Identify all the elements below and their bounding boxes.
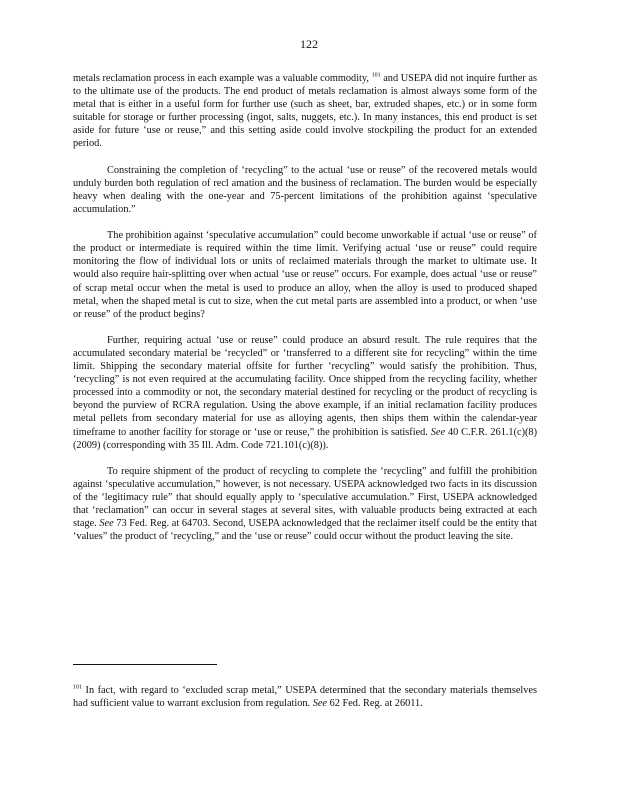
citation: 73 Fed. Reg. at 64703. Second, USEPA acknowledged that the reclaimer itself could be the entity that ‘values” the product of ‘recycling,” and the ‘use or reuse” could occur without the product leaving the site. xyxy=(73,518,537,543)
footnote-text: In fact, with regard to ‘excluded scrap metal,” USEPA determined that the secondary materials themselves had sufficient value to warrant exclusion from regulation. xyxy=(73,685,537,710)
paragraph-1 xyxy=(73,72,537,151)
paragraph-3 xyxy=(73,229,537,321)
paragraph-4-text: Further, requiring actual ‘use or reuse” could produce an absurd result. The rule requires that the accumulated secondary material be ‘recycled” or ‘transferred to a different site for recycling” within the time limit. Shipping the secondary material offsite for further ‘recycling” would satisfy the prohibition. Thus, ‘recycling” is not even required at the accumulating facility. Once shipped from the recycling facility, whether processed into a commodity or not, the secondary material destined for recycling or the product of recycling is beyond the purview of RCRA regulation. Using the above example, if an initial reclamation facility produces metal pellets from secondary material for use as alloying agents, then ships them within the calendar-year timeframe to another facility for storage or ‘use or reuse,” the prohibition is satisfied. xyxy=(73,334,537,438)
footnote-reference: 101 xyxy=(371,72,381,79)
paragraph-5-text: To require shipment of the product of recycling to complete the ‘recycling” and fulfill the prohibition against ‘speculative accumulation,” however, is not necessary. USEPA acknowledged two facts in its discussion of the ‘legitimacy rule” that should equally apply to ‘speculative accumulation.” First, USEPA acknowledged that ‘reclamation” can occur in several stages at several sites, with valuable products being extracted at each stage. xyxy=(73,465,537,530)
footnote-divider xyxy=(73,664,217,665)
citation-signal: See xyxy=(312,698,328,710)
paragraph-4 xyxy=(73,334,537,452)
body-text xyxy=(73,72,537,556)
page-number: 122 xyxy=(300,37,318,51)
citation: 40 C.F.R. 261.1(c)(8) (2009) (corresponding with 35 Ill. Adm. Code 721.101(c)(8)). xyxy=(73,426,537,451)
footnote-citation: 62 Fed. Reg. at 26011. xyxy=(329,698,423,710)
paragraph-2-text: Constraining the completion of ‘recycling” to the actual ‘use or reuse” of the recovered metals would unduly burden both regulation of recl amation and the business of reclamation. The burden would be especially heavy when dealing with the one-year and 75-percent limitations of the prohibition against ‘speculative accumulation.” xyxy=(73,164,537,215)
citation-signal: See xyxy=(99,518,114,530)
paragraph-1-text-continued: and USEPA did not inquire further as to the ultimate use of the products. The end product of metals reclamation is almost always some form of the metal that is either in a useful form for further use (such as sheet, bar, extruded shapes, etc.) or in some form suitable for storage or further processing (ingot, salts, nuggets, etc.). In many instances, this end product is set aside for future ‘use or reuse,” and this setting aside could involve stockpiling the product for an extended period. xyxy=(73,73,538,150)
footnote xyxy=(73,684,537,710)
paragraph-1-text: metals reclamation process in each example was a valuable commodity, xyxy=(73,73,369,84)
citation-signal: See xyxy=(430,426,446,438)
paragraph-3-text: The prohibition against ‘speculative accumulation” could become unworkable if actual ‘use or reuse” of the product or intermediate is required within the time limit. Verifying actual ‘use or reuse” could require monitoring the flow of individual lots or units of reclaimed materials through the market to ultimate use. It would also require hair-splitting over when actual ‘use or reuse” occurs. For example, does actual ‘use or reuse” of scrap metal occur when the metal is used to produce an alloy, when the alloy is used to produced shaped metal, when the shaped metal is cut to size, when the cut metal parts are assembled into a product, or when ‘use or reuse” of the product begins? xyxy=(73,230,537,320)
footnote-number: 101 xyxy=(73,684,82,691)
paragraph-2 xyxy=(73,164,537,216)
paragraph-5 xyxy=(73,465,537,544)
